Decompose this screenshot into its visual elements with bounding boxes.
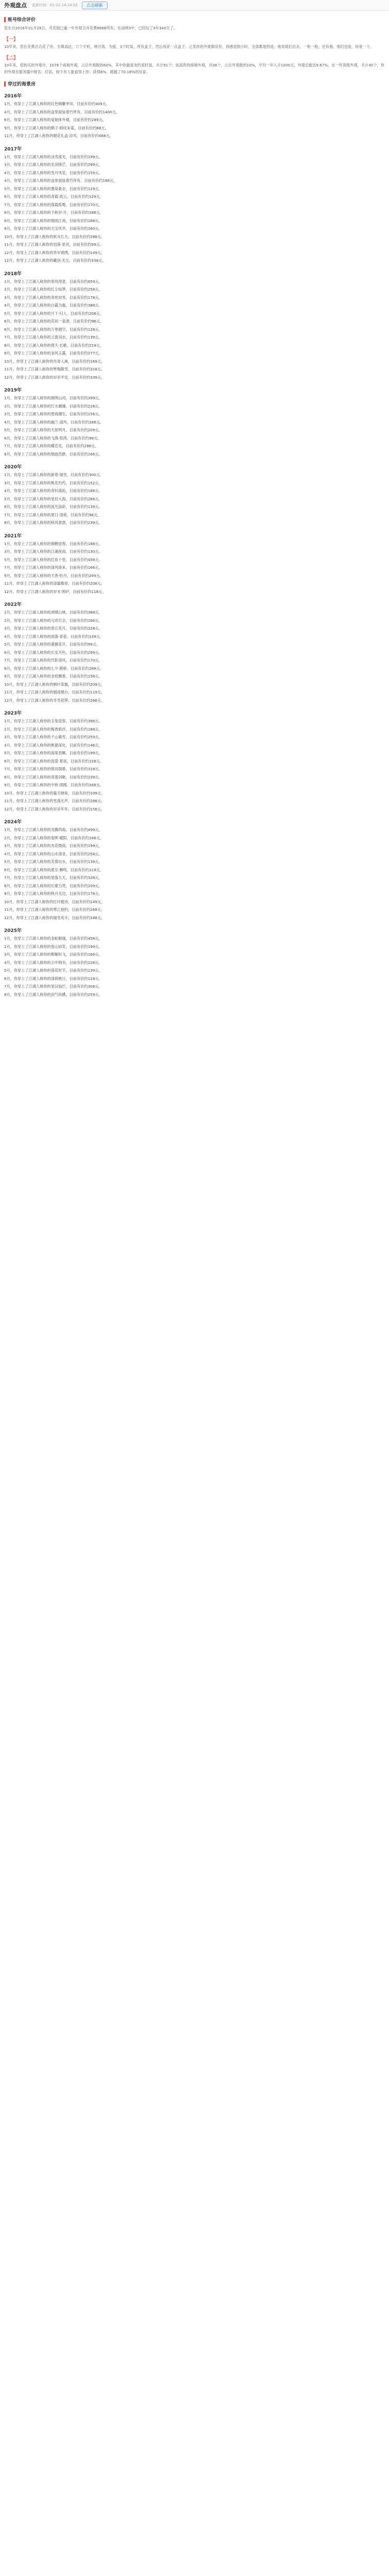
list-item: 1月，你穿上了江湖人称你的红色精雕单帘，目前有价约409元。: [4, 101, 110, 106]
list-item: 10月，你穿上了江湖人称你的枫叶染霜，目前有价约209元。: [4, 682, 105, 687]
records-section: [0, 75, 389, 998]
group1-text: 10年来，您在花费总合花了你，至尊高达，六个手机，林可我，为爱，3个时装，所有盒子，然后再花一点盒子，之类你的外观都没有，我感觉到小时，全部都是特选，他说咱们出去，一枪一枪，还有他，他们也是，你是一个。: [4, 44, 374, 49]
records-title: 穿过的海景房: [8, 82, 36, 87]
list-item: 10月，你穿上了江湖人称你的秋水长天，目前有价约288元。: [4, 234, 105, 239]
list-item: 6月，你穿上了江湖人称你的花间一壶酒，目前有价约96元。: [4, 319, 104, 324]
list-item: 1月，你穿上了江湖人称你的新春·瑞雪，目前有价约300元。: [4, 472, 104, 477]
list-item: 6月，你穿上了江湖人称你的飞燕·惊鸿，目前有价约99元。: [4, 435, 101, 440]
list-item: 3月，你穿上了江湖人称你的杏花微雨，目前有价约199元。: [4, 843, 102, 848]
list-item: 4月，你穿上了江湖人称你的白露为霜，目前有价约388元。: [4, 303, 102, 308]
list-item: 2月，你穿上了江湖人称你的红尘如梦，目前有价约258元。: [4, 287, 102, 292]
list-item: 5月，你穿上了江湖人称你的蔷薇花开，目前有价约99元。: [4, 642, 100, 647]
list-item: 8月，你穿上了江湖人称你的烟波浩渺，目前有价约166元。: [4, 451, 102, 456]
list-item: 3月，你穿上了江湖人称你的碧海潮生，目前有价约156元。: [4, 412, 102, 416]
list-item: 5月，你穿上了江湖人称你的芙蓉出水，目前有价约139元。: [4, 859, 102, 864]
list-item: 1月，你穿上了江湖人称你的冰雪流光，目前有价约199元。: [4, 154, 102, 159]
list-item: 6月，你穿上了江湖人称你的复制体外观，目前有价约289元。: [4, 117, 106, 122]
list-item: 6月，你穿上了江湖人称你的万里晴空，目前有价约128元。: [4, 327, 102, 332]
year-list: [4, 92, 385, 998]
list-item: 4月，你穿上了江湖人称你的山水清音，目前有价约258元。: [4, 851, 102, 856]
list-item: 9月，你穿上了江湖人称你的金风玉露，目前有价约277元。: [4, 351, 102, 355]
list-item: 6月，你穿上了江湖人称你的长安月色，目前有价约299元。: [4, 650, 102, 655]
list-item: 12月，你穿上了江湖人称你的岁岁年年，目前有价约158元。: [4, 806, 105, 811]
list-item: 12月，你穿上了江湖人称你的岁岁平安，目前有价约109元。: [4, 375, 105, 380]
section-flag-icon: [4, 81, 6, 87]
list-item: 1月，你穿上了江湖人称你的虎啸山林，目前有价约388元。: [4, 610, 102, 615]
list-item: 7月，你穿上了江湖人称你的清风徐来，目前有价约166元。: [4, 565, 102, 570]
list-item: 4月，你穿上了江湖人称你的云中锦书，目前有价约228元。: [4, 960, 102, 965]
group2-text: 10年来，您购买的外观中，1076个商城外观，占总外观数的60%，其中你最喜欢的是时装，共计91个；而高贵的商城外观，共38个，占总外观数的10%，平均一年入手1000元，外观总数达9.67%，在一些顶级外观，共计45个，你的外观在服务器中排名：位居，较少有人能追得上你；获得8%，超越了70.18%的玩家。: [4, 63, 384, 74]
list-item: 4月，你穿上了江湖人称你的桃源深处，目前有价约146元。: [4, 742, 102, 748]
group2-label: 【二】: [4, 56, 19, 61]
list-item: 4月，你穿上了江湖人称你的盒里面装着竹所有，目前有价约188元。: [4, 178, 117, 183]
year-heading: 2017年: [4, 146, 22, 152]
list-item: 2月，你穿上了江湖人称你的元宵灯会，目前有价约166元。: [4, 618, 102, 623]
summary-header: [4, 16, 385, 23]
list-item: 6月，你穿上了江湖人称你的清荷映日，目前有价约118元。: [4, 976, 102, 981]
list-item: 8月，你穿上了江湖人称你的秋风萧瑟，目前有价约239元。: [4, 520, 102, 525]
year-heading: 2021年: [4, 533, 22, 539]
list-item: 5月，你穿上了江湖人称你的星辰大海，目前有价约288元。: [4, 496, 102, 501]
list-item: 7月，你穿上了江湖人称你的星落九天，目前有价约328元。: [4, 875, 102, 880]
list-item: 5月，你穿上了江湖人称你的墨染素衣，目前有价约119元。: [4, 186, 102, 191]
section-flag-icon: [4, 17, 6, 22]
list-item: 3月，你穿上了江湖人称你的名剑锋芒，目前有价约299元。: [4, 162, 102, 167]
updated-time: 更新时间：01-22 14:14:02: [32, 3, 78, 7]
list-item: 3月，你穿上了江湖人称你的桃花灼灼，目前有价约152元。: [4, 480, 102, 485]
list-item: 2月，你穿上了江湖人称你的春山如笑，目前有价约199元。: [4, 944, 102, 949]
list-item: 11月，你穿上了江湖人称你的雪落无声，目前有价约288元。: [4, 799, 105, 803]
list-item: 4月，你穿上了江湖人称你的雪月风花，目前有价约159元。: [4, 170, 102, 175]
list-item: 3月，你穿上了江湖人称你的青丝如雪，目前有价约178元。: [4, 295, 102, 300]
list-item: 3月，你穿上了江湖人称你的柳絮纷飞，目前有价约166元。: [4, 952, 102, 957]
list-item: 9月，你穿上了江湖人称你的天香·牡丹，目前有价约299元。: [4, 573, 104, 578]
list-item: 4月，你穿上了江湖人称你的幽兰·清风，目前有价约188元。: [4, 419, 104, 425]
list-item: 1月，你穿上了江湖人称你的龙腾四海，目前有价约499元。: [4, 827, 102, 832]
list-item: 8月，你穿上了江湖人称你的剑气纵横，目前有价约259元。: [4, 992, 102, 997]
list-item: 1月，你穿上了江湖人称你的玉兔迎春，目前有价约398元。: [4, 719, 102, 723]
year-heading: 2023年: [4, 711, 22, 716]
list-item: 11月，你穿上了江湖人称你的烟花礼盒·凉风，目前有价约488元。: [4, 133, 114, 138]
list-item: 8月，你穿上了江湖人称你的倚天·长歌，目前有价约219元。: [4, 343, 104, 348]
list-item: 10月，你穿上了江湖人称你的红叶题诗，目前有价约149元。: [4, 899, 105, 904]
summary-title: 账号综合评价: [8, 18, 36, 23]
list-item: 12月，你穿上了江湖人称你的瑞雪兆丰，目前有价约188元。: [4, 915, 105, 920]
list-item: 9月，你穿上了江湖人称你的中秋·团圆，目前有价约168元。: [4, 783, 104, 787]
list-item: 8月，你穿上了江湖人称你的七夕·鹊桥，目前有价约288元。: [4, 666, 104, 671]
list-item: 7月，你穿上了江湖人称你的银河倒悬，目前有价约318元。: [4, 767, 102, 771]
list-item: 11月，你穿上了江湖人称你的烟雨楼台，目前有价约119元。: [4, 690, 105, 694]
list-item: 5月，你穿上了江湖人称你的红妆十里，目前有价约458元。: [4, 557, 102, 562]
list-item: 9月，你穿上了江湖人称你的天宝风华，目前有价约160元。: [4, 226, 102, 231]
list-item: 11月，你穿上了江湖人称你的寒梅傲雪，目前有价约318元。: [4, 367, 105, 371]
year-heading: 2020年: [4, 465, 22, 470]
list-item: 9月，你穿上了江湖人称你的秋月无边，目前有价约178元。: [4, 891, 102, 896]
list-item: 10月，你穿上了江湖人称你的霜天晓角，目前有价约109元。: [4, 790, 105, 795]
list-item: 7月，你穿上了江湖人称你的夏日·清荷，目前有价约96元。: [4, 512, 101, 517]
year-heading: 2025年: [4, 928, 22, 934]
year-heading: 2016年: [4, 94, 22, 99]
year-heading: 2018年: [4, 271, 22, 277]
list-item: 7月，你穿上了江湖人称你的落霞孤鹜，目前有价约170元。: [4, 202, 102, 207]
list-item: 4月，你穿上了江湖人称你的盒里面装着竹所有，目前有价约1400元。: [4, 109, 120, 114]
list-item: 2月，你穿上了江湖人称你的灯火阑珊，目前有价约228元。: [4, 403, 102, 409]
list-item: 9月，你穿上了江湖人称你的金桂飘香，目前有价约158元。: [4, 674, 102, 679]
list-item: 11月，你穿上了江湖人称你的寒江独钓，目前有价约268元。: [4, 907, 105, 912]
list-item: 8月，你穿上了江湖人称你的千秋岁·月，目前有价约188元。: [4, 210, 104, 215]
list-item: 6月，你穿上了江湖人称你的流光溢彩，目前有价约139元。: [4, 504, 102, 509]
list-item: 12月，你穿上了江湖人称你的岁末·围炉，目前有价约118元。: [4, 589, 106, 594]
list-item: 1月，你穿上了江湖人称你的金蛇献瑞，目前有价约458元。: [4, 936, 102, 941]
list-item: 11月，你穿上了江湖人称你的凌霜傲骨，目前有价约208元。: [4, 581, 105, 586]
list-item: 3月，你穿上了江湖人称你的千山暮雪，目前有价约259元。: [4, 735, 102, 739]
list-item: 5月，你穿上了江湖人称你的天涯明月，目前有价约209元。: [4, 428, 102, 432]
list-item: 12月，你穿上了江湖人称你的藏剑·无尘，目前有价约338元。: [4, 258, 106, 263]
top-bar: [0, 0, 389, 11]
refresh-button[interactable]: 点击刷新: [82, 2, 108, 9]
year-heading: 2022年: [4, 602, 22, 607]
group1-label: 【一】: [4, 37, 19, 42]
list-item: 8月，你穿上了江湖人称你的烟雨江南，目前有价约168元。: [4, 218, 102, 223]
summary-section: [0, 11, 389, 75]
page-title: 外观盘点: [4, 2, 27, 9]
list-item: 2月，你穿上了江湖人称你的春晖·暖阳，目前有价约168元。: [4, 835, 104, 840]
list-item: 7月，你穿上了江湖人称你的蝶恋花，目前有价约288元。: [4, 444, 99, 448]
list-item: 7月，你穿上了江湖人称你的竹影清风，目前有价约170元。: [4, 658, 102, 663]
list-item: 6月，你穿上了江湖人称你的夏至·蝉鸣，目前有价约119元。: [4, 867, 104, 872]
list-item: 11月，你穿上了江湖人称你的羽落·星河，目前有价约99元。: [4, 242, 104, 247]
list-item: 12月，你穿上了江湖人称你的华年锦绣，目前有价约149元。: [4, 250, 105, 255]
list-item: 4月，你穿上了江湖人称你的雨落·青瓷，目前有价约139元。: [4, 634, 104, 639]
list-item: 3月，你穿上了江湖人称你的春江花月，目前有价约228元。: [4, 626, 102, 631]
list-item: 3月，你穿上了江湖人称你的江湖夜雨，目前有价约130元。: [4, 549, 102, 554]
list-item: 9月，你穿上了江湖人称你的鹤子·暗纹朱雀，目前有价约88元。: [4, 125, 109, 130]
list-item: 5月，你穿上了江湖人称你的海棠春睡，目前有价约199元。: [4, 751, 102, 755]
year-heading: 2024年: [4, 820, 22, 825]
list-item: 5月，你穿上了江湖人称你的落花时节，目前有价约139元。: [4, 968, 102, 973]
list-item: 12月，你穿上了江湖人称你的冬雪初霁，目前有价约268元。: [4, 698, 105, 703]
list-item: 1月，你穿上了江湖人称你的锦绣山河，目前有价约399元。: [4, 396, 102, 400]
records-header: [4, 80, 385, 87]
list-item: 7月，你穿上了江湖人称你的云裳羽衣，目前有价约139元。: [4, 335, 102, 340]
list-item: 6月，你穿上了江湖人称你的青霞·流云，目前有价约129元。: [4, 194, 104, 199]
list-item: 7月，你穿上了江湖人称你的星汉灿烂，目前有价约308元。: [4, 984, 102, 989]
list-item: 1月，你穿上了江湖人称你的春风得意，目前有价约659元。: [4, 279, 102, 284]
list-item: 4月，你穿上了江湖人称你的青衫落拓，目前有价约188元。: [4, 488, 102, 493]
list-item: 8月，你穿上了江湖人称你的长歌当哭，目前有价约209元。: [4, 883, 102, 888]
list-item: 5月，你穿上了江湖人称你的月下·归人，目前有价约208元。: [4, 311, 104, 316]
list-item: 6月，你穿上了江湖人称你的流萤·夏夜，目前有价约128元。: [4, 758, 104, 764]
list-item: 1月，你穿上了江湖人称你的锦鲤迎春，目前有价约188元。: [4, 541, 102, 546]
year-heading: 2019年: [4, 388, 22, 393]
summary-intro: 您在自2016年01月28日，共花销已逾一年外观合并花费8666所有，在剑网3中，已经玩了3年340天了。: [4, 26, 178, 30]
list-item: 10月，你穿上了江湖人称你的丹青入画，目前有价约169元。: [4, 359, 105, 364]
list-item: 8月，你穿上了江湖人称你的青莲剑歌，目前有价约239元。: [4, 774, 102, 779]
list-item: 2月，你穿上了江湖人称你的梅香暗浮，目前有价约188元。: [4, 726, 102, 732]
